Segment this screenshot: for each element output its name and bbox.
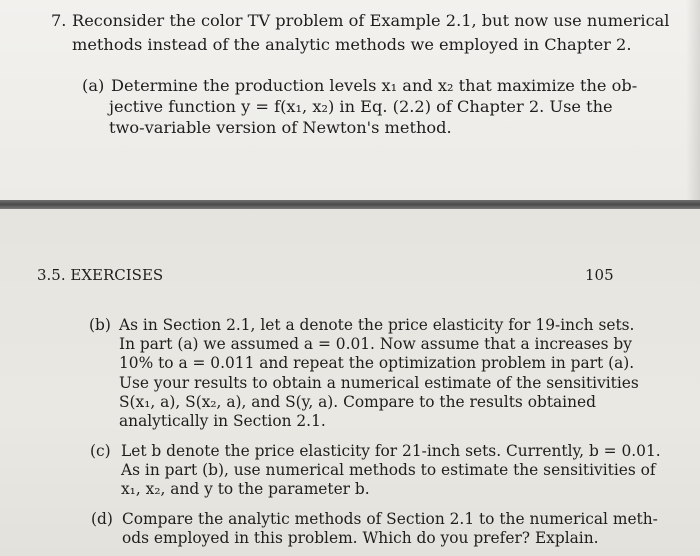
- part-a-line: two-variable version of Newton's method.: [109, 118, 452, 137]
- problem-line: methods instead of the analytic methods we employed in Chapter 2.: [72, 35, 632, 54]
- page-number: 105: [585, 266, 614, 284]
- part-b-line: In part (a) we assumed a = 0.01. Now assume that a increases by: [119, 335, 632, 353]
- part-a-line: jective function y = f(x₁, x₂) in Eq. (2.2) of Chapter 2. Use the: [109, 97, 613, 116]
- part-c-label: (c): [90, 442, 111, 460]
- part-b-label: (b): [89, 316, 111, 334]
- part-b-line: S(x₁, a), S(x₂, a), and S(y, a). Compare to the results obtained: [119, 393, 596, 411]
- part-d-label: (d): [91, 510, 113, 528]
- page-edge-shadow: [686, 0, 700, 200]
- part-c-line: x₁, x₂, and y to the parameter b.: [121, 480, 370, 498]
- page-divider: [0, 200, 700, 209]
- part-c-line: As in part (b), use numerical methods to estimate the sensitivities of: [121, 461, 656, 479]
- part-b-line: Use your results to obtain a numerical estimate of the sensitivities: [119, 374, 639, 392]
- part-a-line: Determine the production levels x₁ and x₂ that maximize the ob-: [111, 76, 638, 95]
- part-d-line: ods employed in this problem. Which do you prefer? Explain.: [122, 529, 599, 547]
- problem-number: 7.: [51, 11, 67, 30]
- part-a-label: (a): [82, 76, 105, 95]
- part-d-line: Compare the analytic methods of Section 2.1 to the numerical meth-: [122, 510, 658, 528]
- section-header: 3.5. EXERCISES: [37, 266, 164, 284]
- problem-line: Reconsider the color TV problem of Example 2.1, but now use numerical: [72, 11, 670, 30]
- part-c-line: Let b denote the price elasticity for 21-inch sets. Currently, b = 0.01.: [121, 442, 661, 460]
- part-b-line: analytically in Section 2.1.: [119, 412, 326, 430]
- part-b-line: As in Section 2.1, let a denote the price elasticity for 19-inch sets.: [119, 316, 635, 334]
- part-b-line: 10% to a = 0.011 and repeat the optimization problem in part (a).: [119, 354, 635, 372]
